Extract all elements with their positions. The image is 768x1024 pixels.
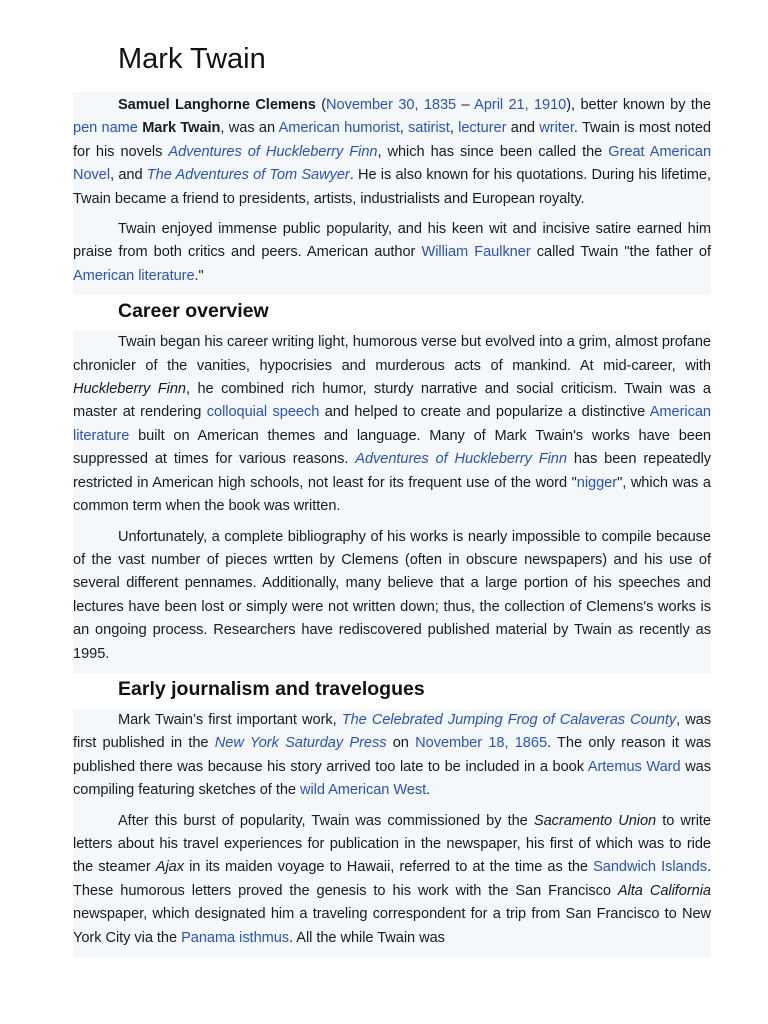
link-pen-name[interactable]: pen name xyxy=(73,120,138,137)
link-american-literature[interactable]: American literature xyxy=(73,267,195,284)
full-name: Samuel Langhorne Clemens xyxy=(118,97,316,113)
link-birth-date[interactable]: November 30, 1835 xyxy=(326,97,457,113)
page-title: Mark Twain xyxy=(118,43,266,75)
link-tom-sawyer[interactable]: The Adventures of Tom Sawyer xyxy=(146,167,350,184)
link-wild-american-west[interactable]: wild American West xyxy=(299,782,427,799)
sacramento-union-title: Sacramento Union xyxy=(533,812,657,829)
huckleberry-finn-title: Huckleberry Finn xyxy=(73,381,186,398)
journalism-paragraph-1: Mark Twain’s first important work, The Celebrated Jumping Frog of Calaveras County, was first published in the New York Saturday Press on November 18, 1865. The only reason it was published there was because his story arrived too late to be included in a book Artemus Ward was compiling featuring sketches of the wild American West. xyxy=(73,711,712,799)
heading-early-journalism: Early journalism and travelogues xyxy=(73,673,711,709)
link-writer[interactable]: writer xyxy=(539,120,574,137)
link-sandwich-islands[interactable]: Sandwich Islands xyxy=(593,859,707,876)
link-huckleberry-finn[interactable]: Adventures of Huckleberry Finn xyxy=(168,143,378,160)
pen-name-bold: Mark Twain xyxy=(142,120,221,137)
link-william-faulkner[interactable]: William Faulkner xyxy=(421,244,531,261)
link-great-american-novel[interactable]: Great American Novel xyxy=(73,143,712,184)
career-paragraph-1: Twain began his career writing light, humorous verse but evolved into a grim, almost profane chronicler of the vanities, hypocrisies and murderous acts of mankind. At mid-career, with Huckleberry Finn, he combined rich humor, sturdy narrative and social criticism. Twain was a master at rendering colloquial speech and helped to create and popularize a distinctive American literature built on American themes and language. Many of Mark Twain's works have been suppressed at times for various reasons. Adventures of Huckleberry Finn has been repeatedly restricted in American high schools, not least for its frequent use of the word "nigger", which was a common term when the book was written. xyxy=(73,334,712,515)
alta-california-title: Alta California xyxy=(617,882,711,899)
journalism-paragraph-2: After this burst of popularity, Twain was commissioned by the Sacramento Union to write letters about his travel experiences for publication in the newspaper, his first of which was to ride the steamer Ajax in its maiden voyage to Hawaii, referred to at the time as the Sandwich Islands. These humorous letters proved the genesis to his work with the San Francisco Alta California newspaper, which designated him a traveling correspondent for a trip from San Francisco to New York City via the Panama isthmus. All the while Twain was xyxy=(73,812,712,946)
link-artemus-ward[interactable]: Artemus Ward xyxy=(587,758,681,775)
intro-paragraph-1: Samuel Langhorne Clemens (November 30, 1835 – April 21, 1910), better known by the pen name Mark Twain, was an American humorist, satirist, lecturer and writer. Twain is most noted for his novels Adventures of Huckleberry Finn, which has since been called the Great American Novel, and The Adventures of Tom Sawyer. He is also known for his quotations. During his lifetime, Twain became a friend to presidents, artists, industrialists and European royalty. xyxy=(73,97,712,207)
career-paragraph-2: Unfortunately, a complete bibliography of his works is nearly impossible to compile because of the vast number of pieces wrtten by Clemens (often in obscure newspapers) and his use of several different pennames. Additionally, many believe that a large portion of his speeches and lectures have been lost or simply were not written down; thus, the collection of Clemens's works is an ongoing process. Researchers have rediscovered published material by Twain as recently as 1995. xyxy=(73,528,711,662)
article-body xyxy=(73,92,711,957)
heading-career-overview: Career overview xyxy=(73,295,711,331)
link-american-literature-2[interactable]: American literature xyxy=(73,404,711,444)
link-american-humorist[interactable]: American humorist xyxy=(278,120,400,137)
link-satirist[interactable]: satirist xyxy=(408,120,450,137)
link-november-18-1865[interactable]: November 18, 1865 xyxy=(415,735,548,752)
link-panama-isthmus[interactable]: Panama isthmus xyxy=(181,929,290,946)
link-jumping-frog[interactable]: The Celebrated Jumping Frog of Calaveras County xyxy=(341,711,677,728)
link-word[interactable]: nigger xyxy=(576,474,618,491)
link-lecturer[interactable]: lecturer xyxy=(458,120,507,137)
intro-paragraph-2: Twain enjoyed immense public popularity, and his keen wit and incisive satire earned him praise from both critics and peers. American author William Faulkner called Twain "the father of American literature." xyxy=(73,221,712,284)
link-new-york-saturday-press[interactable]: New York Saturday Press xyxy=(214,735,387,752)
link-colloquial-speech[interactable]: colloquial speech xyxy=(206,404,320,421)
link-death-date[interactable]: April 21, 1910 xyxy=(474,97,567,113)
link-huckleberry-finn-2[interactable]: Adventures of Huckleberry Finn xyxy=(355,451,567,468)
ajax-title: Ajax xyxy=(155,859,184,876)
